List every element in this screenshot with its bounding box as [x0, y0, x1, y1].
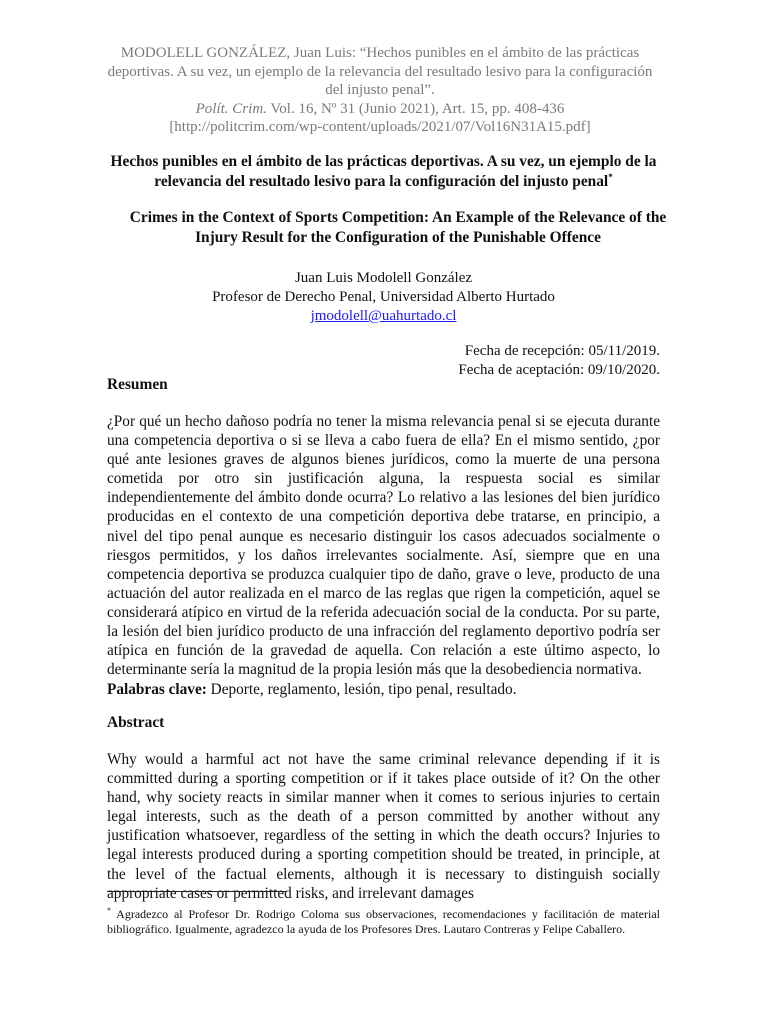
resumen-text: ¿Por qué un hecho dañoso podría no tener la misma relevancia penal si se ejecuta durante una competencia deportiva o si se lleva a cabo fuera de ella? En el mismo sentido, ¿por qué ante lesiones graves de algunos bienes jurídicos, como la muerte de una persona cometida por otro sin justificación alguna, la respuesta social es similar independientemente del ámbito donde ocurra? Lo relativo a las lesiones del bien jurídico producidas en el contexto de una competición deportiva debe tratarse, en principio, a nivel del tipo penal aunque es necesario distinguir los casos adecuados socialmente o riesgos permitidos, y los daños irrelevantes socialmente. Así, siempre que en una competencia deportiva se produzca cualquier tipo de daño, grave o leve, producto de una actuación del autor realizada en el marco de las reglas que rigen la competición, aquel se considerará atípico en virtud de la referida adecuación social de la conducta. Por su parte, la lesión del bien jurídico producto de una infracción del reglamento deportivo podría ser atípica en función de la gravedad de aquella. Con relación a este último aspecto, lo determinante sería la magnitud de la propia lesión más que la desobediencia normativa.: [107, 413, 660, 679]
footnote-divider: [107, 891, 287, 892]
dates-block: [260, 342, 660, 380]
accepted-date: Fecha de aceptación: 09/10/2020.: [458, 362, 660, 378]
received-date: Fecha de recepción: 05/11/2019.: [464, 343, 660, 359]
author-name: Juan Luis Modolell González: [294, 270, 473, 286]
resumen-heading: Resumen: [107, 376, 168, 393]
header-citation: MODOLELL GONZÁLEZ, Juan Luis: “Hechos punibles en el ámbito de las prácticas deportivas. A su vez, un ejemplo de la relevancia del resultado lesivo para la configuración del injusto penal”.: [107, 45, 653, 98]
title-english: Crimes in the Context of Sports Competition: An Example of the Relevance of the Injury Result for the Configuration of the Punishable Offence: [129, 209, 667, 246]
header-volume: Vol. 16, Nº 31 (Junio 2021), Art. 15, pp. 408-436: [266, 100, 565, 117]
header-journal: Polít. Crim.: [195, 100, 267, 117]
author-affiliation: Profesor de Derecho Penal, Universidad Alberto Hurtado: [212, 289, 555, 305]
running-header: [100, 44, 660, 137]
author-email-link[interactable]: jmodolell@uahurtado.cl: [310, 308, 457, 324]
footnote-mark: *: [107, 906, 111, 915]
abstract-text: Why would a harmful act not have the same criminal relevance depending if it is committed during a sporting competition or if it takes place outside of it? On the other hand, why society reacts in similar manner when it comes to serious injuries to certain legal interests, such as the death of a person committed by another without any justification whatsoever, regardless of the setting in which the death occurs? Injuries to legal interests produced during a sporting competition should be treated, in principle, at the level of the factual elements, although it is necessary to distinguish socially appropriate cases or permitted risks, and irrelevant damages: [107, 751, 660, 902]
header-url-link[interactable]: [http://politcrim.com/wp-content/uploads/2021/07/Vol16N31A15.pdf]: [169, 119, 591, 135]
title-spanish-text: Hechos punibles en el ámbito de las prácticas deportivas. A su vez, un ejemplo de la relevancia del resultado lesivo para la configuración del injusto penal: [110, 153, 657, 190]
footnote: [107, 903, 660, 937]
keywords-text: Deporte, reglamento, lesión, tipo penal, resultado.: [206, 681, 517, 698]
keywords: [107, 681, 517, 699]
title-footnote-mark[interactable]: *: [608, 171, 613, 182]
author-block: [100, 269, 667, 326]
footnote-text: Agradezco al Profesor Dr. Rodrigo Coloma sus observaciones, recomendaciones y facilitación de material bibliográfico. Igualmente, agradezco la ayuda de los Profesores Dres. Lautaro Contreras y Felipe Caballero.: [107, 907, 660, 936]
abstract-heading: Abstract: [107, 714, 165, 731]
keywords-label: Palabras clave:: [107, 681, 207, 698]
title-spanish: [100, 152, 667, 192]
